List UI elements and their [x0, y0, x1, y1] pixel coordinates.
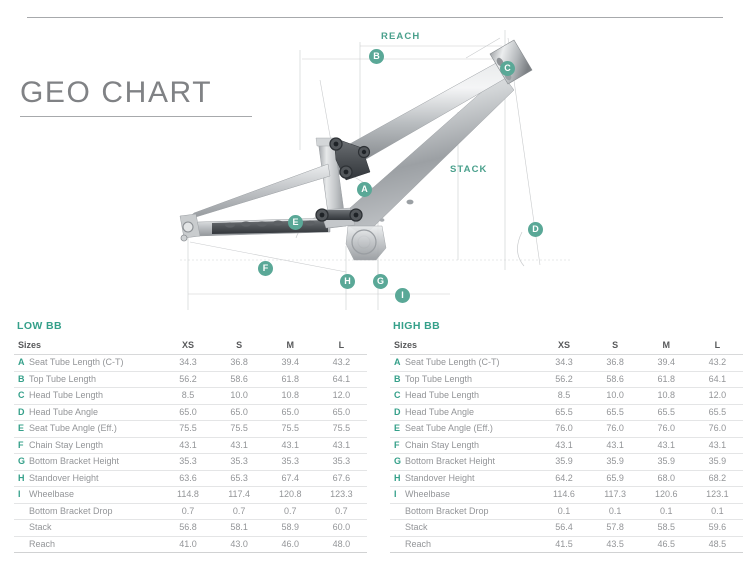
row-key-letter: C: [18, 390, 25, 400]
row-value-m: 58.5: [641, 520, 692, 537]
geometry-table-high-bb: [390, 338, 743, 553]
row-value-s: 36.8: [590, 355, 641, 372]
row-value-l: 65.5: [692, 404, 743, 421]
row-key-letter: [394, 520, 403, 536]
page-title: GEO CHART: [20, 76, 213, 109]
row-value-m: 120.8: [265, 487, 316, 504]
row-value-l: 59.6: [692, 520, 743, 537]
row-key-letter: [18, 537, 27, 553]
row-key-letter: E: [394, 423, 401, 433]
row-key-letter: I: [18, 489, 21, 499]
row-label: H Standover Height: [390, 470, 538, 487]
row-value-l: 0.7: [316, 503, 367, 520]
row-value-l: 48.5: [692, 536, 743, 553]
row-label: E Seat Tube Angle (Eff.): [390, 421, 538, 438]
row-value-xs: 114.8: [162, 487, 213, 504]
row-value-s: 117.4: [214, 487, 265, 504]
row-key-letter: E: [18, 423, 25, 433]
row-key-letter: I: [394, 489, 397, 499]
row-label: D Head Tube Angle: [14, 404, 162, 421]
row-value-l: 64.1: [692, 371, 743, 388]
row-value-xs: 56.8: [162, 520, 213, 537]
diagram-badge-a: A: [357, 182, 372, 197]
table-row: [390, 404, 743, 421]
row-label: Stack: [14, 520, 162, 537]
row-label: I Wheelbase: [390, 487, 538, 504]
row-value-s: 58.1: [214, 520, 265, 537]
table-row: [390, 388, 743, 405]
table-row: [390, 437, 743, 454]
row-label: I Wheelbase: [14, 487, 162, 504]
row-value-s: 58.6: [214, 371, 265, 388]
row-value-l: 43.2: [316, 355, 367, 372]
table-row: [390, 371, 743, 388]
table-body-low-bb: [14, 355, 367, 553]
top-divider: [27, 17, 723, 18]
row-value-s: 65.0: [214, 404, 265, 421]
table-row: [14, 487, 367, 504]
diagram-badge-e: E: [288, 215, 303, 230]
row-value-m: 43.1: [265, 437, 316, 454]
row-label: G Bottom Bracket Height: [14, 454, 162, 471]
row-key-letter: [18, 504, 27, 520]
row-label: E Seat Tube Angle (Eff.): [14, 421, 162, 438]
row-label: D Head Tube Angle: [390, 404, 538, 421]
row-label: B Top Tube Length: [390, 371, 538, 388]
table-row: [390, 520, 743, 537]
row-value-s: 65.3: [214, 470, 265, 487]
row-value-l: 65.0: [316, 404, 367, 421]
row-value-s: 0.7: [214, 503, 265, 520]
row-value-xs: 76.0: [538, 421, 589, 438]
column-header-xs: XS: [162, 338, 213, 355]
table-row: [14, 355, 367, 372]
column-header-sizes: Sizes: [390, 338, 538, 355]
row-key-letter: [18, 520, 27, 536]
table-row: [14, 388, 367, 405]
stack-dimension-label: STACK: [450, 164, 488, 175]
row-value-xs: 8.5: [538, 388, 589, 405]
column-header-m: M: [641, 338, 692, 355]
row-value-xs: 43.1: [162, 437, 213, 454]
row-label: G Bottom Bracket Height: [390, 454, 538, 471]
row-value-m: 0.1: [641, 503, 692, 520]
row-value-s: 57.8: [590, 520, 641, 537]
row-value-xs: 41.0: [162, 536, 213, 553]
row-key-letter: A: [18, 357, 25, 367]
row-value-l: 43.1: [692, 437, 743, 454]
row-value-m: 0.7: [265, 503, 316, 520]
row-value-m: 65.0: [265, 404, 316, 421]
row-value-l: 48.0: [316, 536, 367, 553]
row-key-letter: [394, 504, 403, 520]
column-header-s: S: [590, 338, 641, 355]
row-value-xs: 43.1: [538, 437, 589, 454]
diagram-badge-g: G: [373, 274, 388, 289]
table-row: [14, 371, 367, 388]
column-header-l: L: [316, 338, 367, 355]
row-value-l: 123.1: [692, 487, 743, 504]
row-key-letter: H: [394, 472, 401, 483]
table-header-low-bb: [14, 338, 367, 355]
row-value-l: 35.3: [316, 454, 367, 471]
row-value-m: 61.8: [641, 371, 692, 388]
row-value-l: 75.5: [316, 421, 367, 438]
row-key-letter: A: [394, 357, 401, 367]
row-value-m: 120.6: [641, 487, 692, 504]
row-label: C Head Tube Length: [390, 388, 538, 405]
row-key-letter: B: [394, 373, 401, 384]
table-row: [390, 536, 743, 553]
row-value-s: 43.1: [214, 437, 265, 454]
row-key-letter: B: [18, 373, 25, 384]
column-header-sizes: Sizes: [14, 338, 162, 355]
row-value-s: 117.3: [590, 487, 641, 504]
row-value-s: 0.1: [590, 503, 641, 520]
row-value-s: 43.1: [590, 437, 641, 454]
row-value-xs: 56.4: [538, 520, 589, 537]
row-label: Reach: [390, 536, 538, 553]
row-value-xs: 0.1: [538, 503, 589, 520]
row-value-l: 43.2: [692, 355, 743, 372]
table-body-high-bb: [390, 355, 743, 553]
row-value-s: 43.0: [214, 536, 265, 553]
row-value-l: 35.9: [692, 454, 743, 471]
row-value-m: 39.4: [265, 355, 316, 372]
row-label: Reach: [14, 536, 162, 553]
table-row: [390, 470, 743, 487]
table-row: [14, 437, 367, 454]
row-key-letter: C: [394, 390, 401, 400]
row-value-l: 68.2: [692, 470, 743, 487]
row-value-m: 67.4: [265, 470, 316, 487]
row-value-m: 65.5: [641, 404, 692, 421]
row-label: H Standover Height: [14, 470, 162, 487]
diagram-badge-d: D: [528, 222, 543, 237]
row-key-letter: F: [18, 439, 24, 450]
row-value-xs: 8.5: [162, 388, 213, 405]
row-value-xs: 64.2: [538, 470, 589, 487]
row-value-xs: 114.6: [538, 487, 589, 504]
row-value-m: 61.8: [265, 371, 316, 388]
row-value-m: 35.9: [641, 454, 692, 471]
row-key-letter: G: [18, 456, 26, 466]
row-value-xs: 34.3: [538, 355, 589, 372]
row-value-xs: 41.5: [538, 536, 589, 553]
row-key-letter: D: [394, 406, 401, 417]
row-key-letter: H: [18, 472, 25, 483]
row-value-l: 67.6: [316, 470, 367, 487]
row-value-m: 68.0: [641, 470, 692, 487]
row-key-letter: G: [394, 456, 402, 466]
row-value-xs: 35.9: [538, 454, 589, 471]
row-value-l: 12.0: [316, 388, 367, 405]
table-row: [390, 454, 743, 471]
row-value-s: 65.5: [590, 404, 641, 421]
row-value-xs: 0.7: [162, 503, 213, 520]
row-value-m: 58.9: [265, 520, 316, 537]
table-row: [14, 421, 367, 438]
table-heading-high-bb: HIGH BB: [393, 320, 441, 332]
row-label: Bottom Bracket Drop: [14, 503, 162, 520]
row-label: Bottom Bracket Drop: [390, 503, 538, 520]
row-value-s: 35.3: [214, 454, 265, 471]
row-value-l: 64.1: [316, 371, 367, 388]
column-header-l: L: [692, 338, 743, 355]
row-label: C Head Tube Length: [14, 388, 162, 405]
diagram-badge-b: B: [369, 49, 384, 64]
table-header-row: [14, 338, 367, 355]
row-value-xs: 63.6: [162, 470, 213, 487]
table-row: [390, 503, 743, 520]
table-header-row: [390, 338, 743, 355]
row-value-xs: 65.0: [162, 404, 213, 421]
row-value-m: 75.5: [265, 421, 316, 438]
row-label: A Seat Tube Length (C-T): [14, 355, 162, 372]
row-value-l: 60.0: [316, 520, 367, 537]
row-value-l: 43.1: [316, 437, 367, 454]
table-row: [390, 421, 743, 438]
row-value-xs: 75.5: [162, 421, 213, 438]
table-row: [14, 503, 367, 520]
row-value-s: 43.5: [590, 536, 641, 553]
row-label: B Top Tube Length: [14, 371, 162, 388]
table-row: [14, 536, 367, 553]
diagram-badge-i: I: [395, 288, 410, 303]
row-value-xs: 65.5: [538, 404, 589, 421]
row-value-s: 10.0: [214, 388, 265, 405]
row-value-xs: 56.2: [538, 371, 589, 388]
row-value-m: 39.4: [641, 355, 692, 372]
table-row: [390, 355, 743, 372]
row-label: A Seat Tube Length (C-T): [390, 355, 538, 372]
row-value-xs: 35.3: [162, 454, 213, 471]
row-value-m: 10.8: [641, 388, 692, 405]
bike-frame-illustration: [180, 40, 532, 260]
table-row: [14, 404, 367, 421]
row-value-s: 76.0: [590, 421, 641, 438]
column-header-m: M: [265, 338, 316, 355]
table-block-low-bb: [14, 320, 367, 553]
row-key-letter: [394, 537, 403, 553]
table-header-high-bb: [390, 338, 743, 355]
row-label: F Chain Stay Length: [390, 437, 538, 454]
diagram-badge-c: C: [500, 61, 515, 76]
row-label: Stack: [390, 520, 538, 537]
row-value-m: 43.1: [641, 437, 692, 454]
column-header-s: S: [214, 338, 265, 355]
geometry-table-low-bb: [14, 338, 367, 553]
diagram-badge-h: H: [340, 274, 355, 289]
row-value-m: 10.8: [265, 388, 316, 405]
row-value-s: 58.6: [590, 371, 641, 388]
row-value-m: 76.0: [641, 421, 692, 438]
table-row: [14, 454, 367, 471]
row-value-m: 46.0: [265, 536, 316, 553]
table-row: [390, 487, 743, 504]
row-value-s: 75.5: [214, 421, 265, 438]
table-row: [14, 520, 367, 537]
row-value-s: 65.9: [590, 470, 641, 487]
row-value-xs: 34.3: [162, 355, 213, 372]
row-value-m: 46.5: [641, 536, 692, 553]
row-value-s: 35.9: [590, 454, 641, 471]
row-key-letter: D: [18, 406, 25, 417]
table-block-high-bb: [390, 320, 743, 553]
row-value-l: 76.0: [692, 421, 743, 438]
reach-dimension-label: REACH: [381, 31, 421, 42]
table-row: [14, 470, 367, 487]
row-value-l: 12.0: [692, 388, 743, 405]
table-heading-low-bb: LOW BB: [17, 320, 62, 332]
row-value-l: 0.1: [692, 503, 743, 520]
row-label: F Chain Stay Length: [14, 437, 162, 454]
row-value-l: 123.3: [316, 487, 367, 504]
row-key-letter: F: [394, 439, 400, 450]
row-value-s: 10.0: [590, 388, 641, 405]
row-value-xs: 56.2: [162, 371, 213, 388]
head-angle-arc: [517, 232, 524, 266]
row-value-m: 35.3: [265, 454, 316, 471]
diagram-badge-f: F: [258, 261, 273, 276]
column-header-xs: XS: [538, 338, 589, 355]
row-value-s: 36.8: [214, 355, 265, 372]
